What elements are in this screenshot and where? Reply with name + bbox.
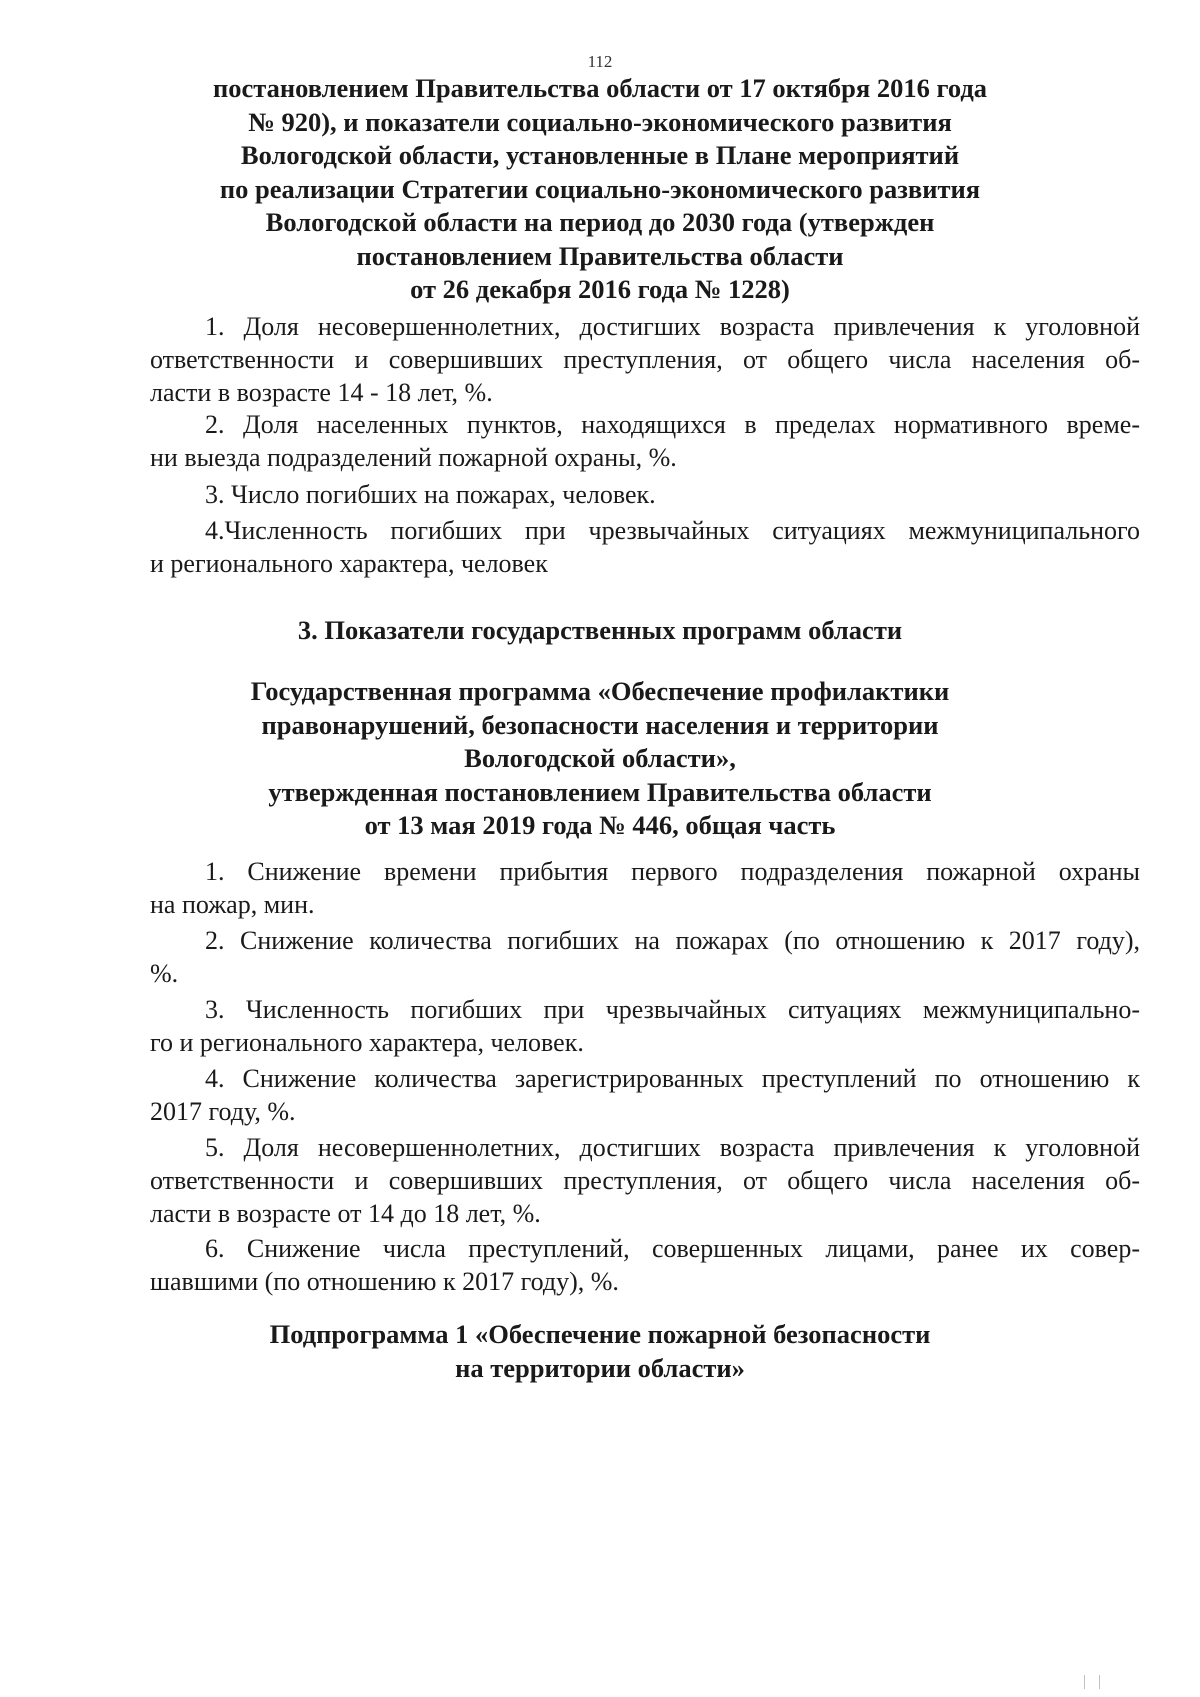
section-heading: 3. Показатели государственных программ области [297, 615, 903, 645]
heading-line: от 26 декабря 2016 года № 1228) [410, 274, 790, 304]
program-heading: Государственная программа «Обеспечение профилактики правонарушений, безопасности населения и территории Вологодской области», утвержденная постановлением Правительства области от 13 мая 2019 года № 446, общая часть [250, 676, 950, 840]
list-item: 2. Доля населенных пунктов, находящихся в пределах нормативного време- ни выезда подразделений пожарной охраны, %. [150, 410, 1140, 472]
list-item: 5. Доля несовершеннолетних, достигших возраста привлечения к уголовной ответственности и совершивших преступления, от общего числа населения об- ласти в возрасте от 14 до 18 лет, %. [150, 1133, 1140, 1228]
heading-line: Вологодской области, установленные в Плане мероприятий [240, 140, 960, 170]
list-item: 3. Численность погибших при чрезвычайных ситуациях межмуниципально- го и регионального характера, человек. [150, 995, 1140, 1057]
heading-line: Вологодской области на период до 2030 года (утвержден [265, 207, 935, 237]
page-number: 112 [587, 52, 613, 71]
heading-line: № 920), и показатели социально-экономического развития [248, 106, 952, 137]
heading-line: по реализации Стратегии социально-экономического развития [219, 173, 981, 204]
heading-line: постановлением Правительства области [356, 240, 844, 271]
list-item: 4.Численность погибших при чрезвычайных ситуациях межмуниципального и регионального характера, человек [150, 516, 1140, 578]
heading-line: постановлением Правительства области от 17 октября 2016 года [212, 73, 987, 103]
list-item: 3. Число погибших на пожарах, человек. [205, 480, 656, 509]
list-item: 6. Снижение числа преступлений, совершенных лицами, ранее их совер- шавшими (по отношению к 2017 году), %. [150, 1234, 1140, 1296]
list-item: 2. Снижение количества погибших на пожарах (по отношению к 2017 году), %. [150, 926, 1140, 988]
scan-mark [1084, 1675, 1100, 1689]
subprogram-heading: Подпрограмма 1 «Обеспечение пожарной безопасности на территории области» [269, 1319, 931, 1383]
list-item: 1. Доля несовершеннолетних, достигших возраста привлечения к уголовной ответственности и совершивших преступления, от общего числа населения об- ласти в возрасте 14 - 18 лет, %. [150, 312, 1140, 407]
header-heading [150, 72, 1050, 307]
list-item: 4. Снижение количества зарегистрированных преступлений по отношению к 2017 году, %. [150, 1064, 1140, 1126]
list-item: 1. Снижение времени прибытия первого подразделения пожарной охраны на пожар, мин. [150, 857, 1140, 919]
